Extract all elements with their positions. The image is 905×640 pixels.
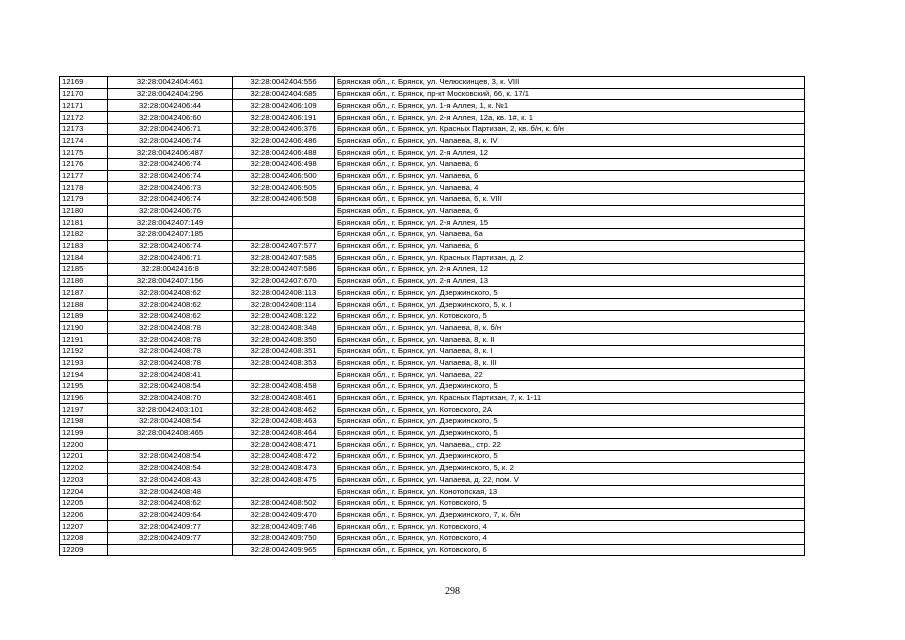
cadastral-number-cell: 32:28:0042409:77: [108, 532, 233, 544]
row-number-cell: 12175: [60, 147, 108, 159]
table-row: [60, 182, 805, 194]
object-number-cell: 32:28:0042408:114: [233, 299, 335, 311]
register-table-body: [60, 77, 805, 556]
table-row: [60, 77, 805, 89]
object-number-cell: [233, 486, 335, 498]
row-number-cell: 12203: [60, 474, 108, 486]
cadastral-number-cell: [108, 439, 233, 451]
row-number-cell: 12208: [60, 532, 108, 544]
row-number-cell: 12191: [60, 334, 108, 346]
object-number-cell: 32:28:0042407:586: [233, 264, 335, 276]
address-cell: Брянская обл., г. Брянск, ул. Дзержинского, 5: [335, 287, 805, 299]
row-number-cell: 12198: [60, 415, 108, 427]
table-row: [60, 123, 805, 135]
cadastral-number-cell: 32:28:0042408:78: [108, 322, 233, 334]
table-row: [60, 544, 805, 556]
row-number-cell: 12181: [60, 217, 108, 229]
table-row: [60, 112, 805, 124]
object-number-cell: 32:28:0042409:470: [233, 509, 335, 521]
cadastral-number-cell: 32:28:0042408:78: [108, 345, 233, 357]
address-cell: Брянская обл., г. Брянск, ул. Чапаева, 6: [335, 240, 805, 252]
cadastral-number-cell: 32:28:0042406:487: [108, 147, 233, 159]
row-number-cell: 12182: [60, 228, 108, 240]
table-row: [60, 427, 805, 439]
object-number-cell: 32:28:0042406:505: [233, 182, 335, 194]
table-row: [60, 497, 805, 509]
row-number-cell: 12202: [60, 462, 108, 474]
cadastral-number-cell: 32:28:0042408:62: [108, 310, 233, 322]
object-number-cell: 32:28:0042408:463: [233, 415, 335, 427]
cadastral-number-cell: 32:28:0042406:44: [108, 100, 233, 112]
table-row: [60, 158, 805, 170]
table-row: [60, 439, 805, 451]
object-number-cell: 32:28:0042408:461: [233, 392, 335, 404]
address-cell: Брянская обл., г. Брянск, ул. Котовского, 4: [335, 532, 805, 544]
cadastral-number-cell: 32:28:0042406:74: [108, 240, 233, 252]
row-number-cell: 12204: [60, 486, 108, 498]
row-number-cell: 12196: [60, 392, 108, 404]
cadastral-number-cell: 32:28:0042408:54: [108, 462, 233, 474]
row-number-cell: 12179: [60, 193, 108, 205]
table-row: [60, 100, 805, 112]
address-cell: Брянская обл., г. Брянск, ул. Дзержинского, 5: [335, 380, 805, 392]
table-row: [60, 380, 805, 392]
address-cell: Брянская обл., г. Брянск, ул. Чапаева, 8, к. III: [335, 357, 805, 369]
cadastral-number-cell: 32:28:0042407:156: [108, 275, 233, 287]
address-cell: Брянская обл., г. Брянск, ул. Дзержинского, 5, к. 2: [335, 462, 805, 474]
table-row: [60, 252, 805, 264]
object-number-cell: 32:28:0042406:191: [233, 112, 335, 124]
row-number-cell: 12192: [60, 345, 108, 357]
cadastral-number-cell: [108, 544, 233, 556]
row-number-cell: 12170: [60, 88, 108, 100]
row-number-cell: 12197: [60, 404, 108, 416]
object-number-cell: 32:28:0042409:965: [233, 544, 335, 556]
cadastral-number-cell: 32:28:0042408:54: [108, 380, 233, 392]
object-number-cell: 32:28:0042407:585: [233, 252, 335, 264]
cadastral-number-cell: 32:28:0042416:8: [108, 264, 233, 276]
address-cell: Брянская обл., г. Брянск, ул. Котовского, 5: [335, 310, 805, 322]
row-number-cell: 12186: [60, 275, 108, 287]
object-number-cell: 32:28:0042408:475: [233, 474, 335, 486]
table-row: [60, 170, 805, 182]
table-row: [60, 147, 805, 159]
address-cell: Брянская обл., г. Брянск, ул. Чапаева, 22: [335, 369, 805, 381]
cadastral-number-cell: 32:28:0042408:54: [108, 415, 233, 427]
row-number-cell: 12185: [60, 264, 108, 276]
cadastral-number-cell: 32:28:0042407:149: [108, 217, 233, 229]
cadastral-number-cell: 32:28:0042408:78: [108, 334, 233, 346]
table-row: [60, 334, 805, 346]
row-number-cell: 12195: [60, 380, 108, 392]
object-number-cell: 32:28:0042404:556: [233, 77, 335, 89]
address-cell: Брянская обл., г. Брянск, ул. Дзержинского, 7, к. б/н: [335, 509, 805, 521]
object-number-cell: 32:28:0042407:670: [233, 275, 335, 287]
cadastral-number-cell: 32:28:0042408:62: [108, 287, 233, 299]
table-row: [60, 88, 805, 100]
cadastral-number-cell: 32:28:0042406:74: [108, 135, 233, 147]
row-number-cell: 12201: [60, 451, 108, 463]
address-cell: Брянская обл., г. Брянск, ул. Котовского, 4: [335, 521, 805, 533]
row-number-cell: 12183: [60, 240, 108, 252]
object-number-cell: 32:28:0042406:109: [233, 100, 335, 112]
address-cell: Брянская обл., г. Брянск, ул. Чапаева, 6: [335, 170, 805, 182]
cadastral-number-cell: 32:28:0042409:77: [108, 521, 233, 533]
address-cell: Брянская обл., г. Брянск, ул. Чапаева, 8, к. I: [335, 345, 805, 357]
address-cell: Брянская обл., г. Брянск, ул. 2-я Аллея, 12: [335, 264, 805, 276]
row-number-cell: 12174: [60, 135, 108, 147]
row-number-cell: 12172: [60, 112, 108, 124]
page-number: 298: [445, 586, 460, 597]
cadastral-number-cell: 32:28:0042406:74: [108, 170, 233, 182]
object-number-cell: 32:28:0042406:486: [233, 135, 335, 147]
object-number-cell: 32:28:0042407:577: [233, 240, 335, 252]
cadastral-number-cell: 32:28:0042406:76: [108, 205, 233, 217]
cadastral-number-cell: 32:28:0042406:73: [108, 182, 233, 194]
address-cell: Брянская обл., г. Брянск, ул. Дзержинского, 5, к. I: [335, 299, 805, 311]
cadastral-number-cell: 32:28:0042408:465: [108, 427, 233, 439]
row-number-cell: 12199: [60, 427, 108, 439]
table-row: [60, 135, 805, 147]
cadastral-number-cell: 32:28:0042406:60: [108, 112, 233, 124]
table-row: [60, 275, 805, 287]
cadastral-number-cell: 32:28:0042408:70: [108, 392, 233, 404]
address-cell: Брянская обл., г. Брянск, пр-кт Московский, 66, к. 17/1: [335, 88, 805, 100]
address-cell: Брянская обл., г. Брянск, ул. Дзержинского, 5: [335, 451, 805, 463]
address-cell: Брянская обл., г. Брянск, ул. Котовского, 5: [335, 497, 805, 509]
object-number-cell: 32:28:0042408:351: [233, 345, 335, 357]
cadastral-number-cell: 32:28:0042408:62: [108, 299, 233, 311]
cadastral-number-cell: 32:28:0042408:54: [108, 451, 233, 463]
cadastral-number-cell: 32:28:0042404:461: [108, 77, 233, 89]
cadastral-number-cell: 32:28:0042404:296: [108, 88, 233, 100]
object-number-cell: 32:28:0042404:685: [233, 88, 335, 100]
object-number-cell: 32:28:0042408:471: [233, 439, 335, 451]
object-number-cell: 32:28:0042408:464: [233, 427, 335, 439]
address-cell: Брянская обл., г. Брянск, ул. 2-я Аллея, 15: [335, 217, 805, 229]
row-number-cell: 12207: [60, 521, 108, 533]
address-cell: Брянская обл., г. Брянск, ул. Чапаева, 6, к. VIII: [335, 193, 805, 205]
address-cell: Брянская обл., г. Брянск, ул. Чапаева, 6а: [335, 228, 805, 240]
address-cell: Брянская обл., г. Брянск, ул. Чапаева, 6: [335, 158, 805, 170]
row-number-cell: 12171: [60, 100, 108, 112]
address-cell: Брянская обл., г. Брянск, ул. Чапаева, 8, к. б/н: [335, 322, 805, 334]
cadastral-number-cell: 32:28:0042406:74: [108, 158, 233, 170]
row-number-cell: 12173: [60, 123, 108, 135]
table-row: [60, 509, 805, 521]
cadastral-number-cell: 32:28:0042408:78: [108, 357, 233, 369]
address-cell: Брянская обл., г. Брянск, ул. Котовского, 2А: [335, 404, 805, 416]
table-row: [60, 228, 805, 240]
object-number-cell: [233, 205, 335, 217]
object-number-cell: 32:28:0042408:502: [233, 497, 335, 509]
object-number-cell: 32:28:0042406:498: [233, 158, 335, 170]
row-number-cell: 12193: [60, 357, 108, 369]
cadastral-number-cell: 32:28:0042408:41: [108, 369, 233, 381]
address-cell: Брянская обл., г. Брянск, ул. Дзержинского, 5: [335, 427, 805, 439]
table-row: [60, 474, 805, 486]
cadastral-number-cell: 32:28:0042408:62: [108, 497, 233, 509]
address-cell: Брянская обл., г. Брянск, ул. 2-я Аллея, 13: [335, 275, 805, 287]
address-cell: Брянская обл., г. Брянск, ул. 1-я Аллея, 1, к. №1: [335, 100, 805, 112]
table-row: [60, 299, 805, 311]
table-row: [60, 404, 805, 416]
table-row: [60, 193, 805, 205]
object-number-cell: 32:28:0042408:348: [233, 322, 335, 334]
cadastral-number-cell: 32:28:0042408:48: [108, 486, 233, 498]
row-number-cell: 12177: [60, 170, 108, 182]
cadastral-number-cell: 32:28:0042408:43: [108, 474, 233, 486]
table-row: [60, 205, 805, 217]
row-number-cell: 12205: [60, 497, 108, 509]
table-row: [60, 357, 805, 369]
address-cell: Брянская обл., г. Брянск, ул. Дзержинского, 5: [335, 415, 805, 427]
object-number-cell: 32:28:0042406:376: [233, 123, 335, 135]
table-row: [60, 451, 805, 463]
register-table: [59, 76, 805, 556]
address-cell: Брянская обл., г. Брянск, ул. Конотопская, 13: [335, 486, 805, 498]
row-number-cell: 12184: [60, 252, 108, 264]
address-cell: Брянская обл., г. Брянск, ул. Чапаева, 4: [335, 182, 805, 194]
address-cell: Брянская обл., г. Брянск, ул. 2-я Аллея, 12а, кв. 1#, к. 1: [335, 112, 805, 124]
object-number-cell: 32:28:0042406:508: [233, 193, 335, 205]
cadastral-number-cell: 32:28:0042409:64: [108, 509, 233, 521]
row-number-cell: 12178: [60, 182, 108, 194]
table-row: [60, 240, 805, 252]
address-cell: Брянская обл., г. Брянск, ул. 2-я Аллея, 12: [335, 147, 805, 159]
object-number-cell: 32:28:0042409:750: [233, 532, 335, 544]
table-row: [60, 369, 805, 381]
table-row: [60, 264, 805, 276]
cadastral-number-cell: 32:28:0042406:71: [108, 252, 233, 264]
object-number-cell: 32:28:0042408:462: [233, 404, 335, 416]
row-number-cell: 12194: [60, 369, 108, 381]
address-cell: Брянская обл., г. Брянск, ул. Чапаева, 8, к. II: [335, 334, 805, 346]
cadastral-number-cell: 32:28:0042403:101: [108, 404, 233, 416]
object-number-cell: 32:28:0042408:353: [233, 357, 335, 369]
object-number-cell: 32:28:0042408:122: [233, 310, 335, 322]
address-cell: Брянская обл., г. Брянск, ул. Красных Партизан, д. 2: [335, 252, 805, 264]
object-number-cell: [233, 369, 335, 381]
table-row: [60, 392, 805, 404]
address-cell: Брянская обл., г. Брянск, ул. Красных Партизан, 2, кв. б/н, к. б/н: [335, 123, 805, 135]
table-row: [60, 310, 805, 322]
row-number-cell: 12189: [60, 310, 108, 322]
object-number-cell: 32:28:0042406:500: [233, 170, 335, 182]
cadastral-number-cell: 32:28:0042406:74: [108, 193, 233, 205]
table-row: [60, 345, 805, 357]
address-cell: Брянская обл., г. Брянск, ул. Чапаева,, стр. 22: [335, 439, 805, 451]
object-number-cell: 32:28:0042408:458: [233, 380, 335, 392]
row-number-cell: 12206: [60, 509, 108, 521]
object-number-cell: 32:28:0042408:472: [233, 451, 335, 463]
address-cell: Брянская обл., г. Брянск, ул. Котовского, 6: [335, 544, 805, 556]
table-row: [60, 486, 805, 498]
object-number-cell: [233, 228, 335, 240]
cadastral-number-cell: 32:28:0042407:185: [108, 228, 233, 240]
address-cell: Брянская обл., г. Брянск, ул. Чапаева, д. 22, пом. V: [335, 474, 805, 486]
row-number-cell: 12188: [60, 299, 108, 311]
table-row: [60, 217, 805, 229]
object-number-cell: 32:28:0042408:350: [233, 334, 335, 346]
address-cell: Брянская обл., г. Брянск, ул. Красных Партизан, 7, к. 1-11: [335, 392, 805, 404]
row-number-cell: 12169: [60, 77, 108, 89]
table-row: [60, 287, 805, 299]
address-cell: Брянская обл., г. Брянск, ул. Чапаева, 6: [335, 205, 805, 217]
object-number-cell: [233, 217, 335, 229]
row-number-cell: 12187: [60, 287, 108, 299]
object-number-cell: 32:28:0042408:113: [233, 287, 335, 299]
row-number-cell: 12176: [60, 158, 108, 170]
table-row: [60, 521, 805, 533]
table-row: [60, 415, 805, 427]
object-number-cell: 32:28:0042406:488: [233, 147, 335, 159]
row-number-cell: 12180: [60, 205, 108, 217]
table-row: [60, 462, 805, 474]
table-row: [60, 532, 805, 544]
address-cell: Брянская обл., г. Брянск, ул. Челюскинцев, 3, к. VIII: [335, 77, 805, 89]
table-row: [60, 322, 805, 334]
row-number-cell: 12200: [60, 439, 108, 451]
address-cell: Брянская обл., г. Брянск, ул. Чапаева, 8, к. IV: [335, 135, 805, 147]
object-number-cell: 32:28:0042408:473: [233, 462, 335, 474]
cadastral-number-cell: 32:28:0042406:71: [108, 123, 233, 135]
row-number-cell: 12190: [60, 322, 108, 334]
row-number-cell: 12209: [60, 544, 108, 556]
object-number-cell: 32:28:0042409:746: [233, 521, 335, 533]
